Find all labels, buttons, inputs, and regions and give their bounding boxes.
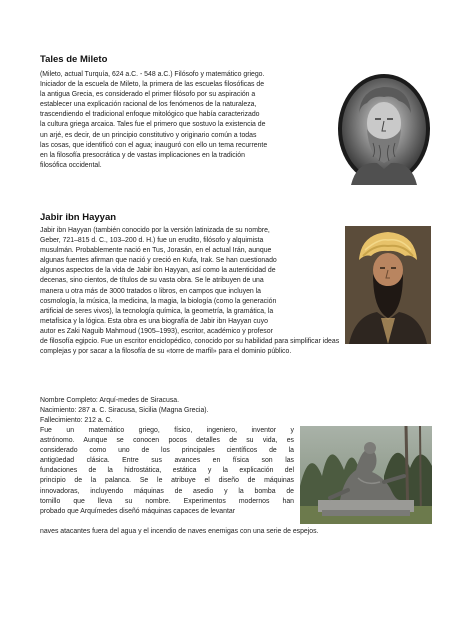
text-line: artificial de seres vivos), la tecnología química, la geometría, la gramática, la xyxy=(40,307,274,315)
text-line: un arjé, es decir, de un principio constitutivo y originario común a todas xyxy=(40,131,257,139)
text-line: antigüedad clásica. Entre sus avances en física son las xyxy=(40,457,294,465)
text-line: las cosas, que identificó con el agua; inauguró con ello un tema recurrente xyxy=(40,141,268,149)
text-line: fundaciones de la hidrostática, estática y la explicación del xyxy=(40,467,294,475)
text-line: de filosofía egipcio. Fue un escritor enciclopédico, conocido por su habilidad para simplificar ideas xyxy=(40,338,340,346)
text-line: decenas, sino cientos, de títulos de su vasta obra. Se le atribuyen de una xyxy=(40,277,264,285)
text-line: naves atacantes fuera del agua y el incendio de naves enemigas con una serie de espejos. xyxy=(40,528,319,535)
text-line: cosmología, la música, la medicina, la magia, la biología (como la generación xyxy=(40,297,277,305)
text-line: innovadoras, incluyendo máquinas de asedio y la bomba de xyxy=(40,487,294,495)
text-line: Jabir ibn Hayyan (también conocido por la versión latinizada de su nombre, xyxy=(40,227,270,234)
text-line: considerado como uno de los principales científicos de la xyxy=(40,447,294,455)
text-line: musulmán. Probablemente nació en Tus, Jorasán, en el actual Irán, aunque xyxy=(40,247,272,255)
section-title-tales: Tales de Mileto xyxy=(40,54,108,65)
text-line: algunas fuentes afirman que nació y creció en Kufa, Irak. Se han cuestionado xyxy=(40,257,277,265)
text-line: algunos aspectos de la vida de Jabir ibn Hayyan, así como la autenticidad de xyxy=(40,267,276,275)
info-line-birth: Nacimiento: 287 a. C. Siracusa, Sicilia (Magna Grecia). xyxy=(40,407,209,415)
text-line: manera u otra más de 3000 tratados o libros, en campos que incluyen la xyxy=(40,287,262,295)
thales-portrait xyxy=(337,73,431,185)
text-line: Fue un matemático griego, físico, ingeniero, inventor y xyxy=(40,427,294,434)
text-line: astrónomo. Aunque se conocen pocos detalles de su vida, es xyxy=(40,437,294,445)
text-line: tornillo que lleva su nombre. Experimentos modernos han xyxy=(40,497,294,505)
info-line-name: Nombre Completo: Arquí-medes de Siracusa. xyxy=(40,397,180,404)
tales-paragraph xyxy=(40,70,342,171)
text-line: Iniciador de la escuela de Mileto, la primera de las escuelas filosóficas de xyxy=(40,81,265,89)
text-line: autor es Zaki Naguib Mahmoud (1905–1993), escritor, académico y profesor xyxy=(40,327,273,335)
text-line: en la filosofía presocrática y de vastas implicaciones en la tradición xyxy=(40,151,245,159)
text-line: probado que Arquímedes diseñó máquinas capaces de levantar xyxy=(40,507,235,515)
info-line-death: Fallecimiento: 212 a. C. xyxy=(40,417,113,425)
archimedes-statue xyxy=(300,426,432,524)
text-line: complejas y por sacar a la filosofía de su «torre de marfil» para el dominio público. xyxy=(40,348,292,356)
text-line: establecer una explicación racional de los fenómenos de la naturaleza, xyxy=(40,101,257,109)
section-title-jabir: Jabir ibn Hayyan xyxy=(40,212,117,223)
text-line: Geber, 721–815 d. C., 103–200 d. H.) fue un erudito, filósofo y alquimista xyxy=(40,237,264,245)
archimedes-info xyxy=(40,396,340,426)
text-line: la cultura griega arcaica. Tales fue el primero que sostuvo la existencia de xyxy=(40,121,266,129)
text-line: principio de la palanca. Se le atribuye el diseño de máquinas xyxy=(40,477,294,485)
archimedes-paragraph xyxy=(40,426,294,517)
text-line: trascendiendo el tradicional enfoque mitológico que había caracterizado xyxy=(40,111,260,119)
text-line: metafísica y la lógica. Esta obra es una biografía de Jabir ibn Hayyan cuyo xyxy=(40,317,268,325)
text-line: filosófica occidental. xyxy=(40,161,102,169)
text-line: la antigua Grecia, es considerado el primer filósofo por su aspiración a xyxy=(40,91,256,99)
jabir-portrait xyxy=(345,226,431,344)
archimedes-last-line xyxy=(40,527,440,537)
text-line: (Mileto, actual Turquía, 624 a.C. - 548 a.C.) Filósofo y matemático griego. xyxy=(40,71,265,78)
